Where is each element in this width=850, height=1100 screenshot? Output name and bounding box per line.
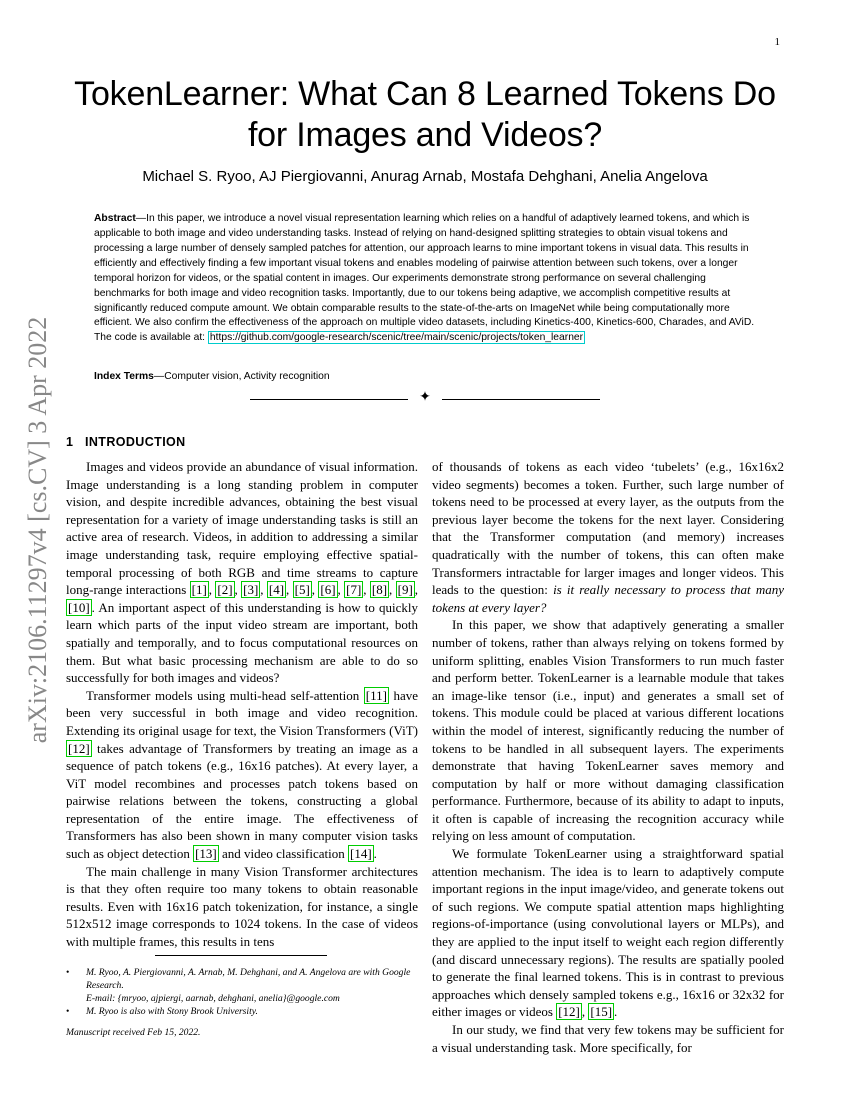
citation-link[interactable]: [2] — [217, 582, 233, 598]
footnote-email: E-mail: {mryoo, ajpiergi, aarnab, dehghani, anelia}@google.com — [86, 993, 340, 1004]
index-terms-label: Index Terms — [94, 371, 154, 382]
section-divider — [250, 389, 600, 406]
paragraph — [66, 687, 418, 863]
italic-question: is it really necessary to process that many tokens at every layer? — [432, 582, 784, 615]
index-terms — [94, 371, 758, 382]
footnote-affiliation-2: M. Ryoo is also with Stony Brook University. — [86, 1006, 258, 1017]
citation-link[interactable]: [12] — [558, 1004, 580, 1020]
title-line-2: for Images and Videos? — [247, 115, 603, 154]
text-run: takes advantage of Transformers by treating an image as a sequence of patch tokens (e.g., 16x16 patches). At every layer, a ViT model recombines and processes patch tokens based on pairwise relations between the tokens, constructing a global representation of the entire image. The effectiveness of Transformers has also been shown in many computer vision tasks such as object detection — [66, 740, 418, 862]
citation-link[interactable]: [14] — [350, 846, 372, 862]
section-number: 1 — [66, 435, 74, 449]
paragraph: In our study, we find that very few tokens may be sufficient for a visual understanding task. More specifically, for — [432, 1022, 784, 1055]
bullet-icon: • — [66, 967, 70, 978]
citation-link[interactable]: [12] — [68, 740, 90, 756]
text-run: Transformer models using multi-head self-attention — [86, 687, 364, 703]
author-list: Michael S. Ryoo, AJ Piergiovanni, Anurag Arnab, Mostafa Dehghani, Anelia Angelova — [142, 168, 708, 185]
text-run: and video classification — [218, 846, 348, 862]
citation-link[interactable]: [4] — [268, 582, 285, 598]
text-run: . — [614, 1004, 618, 1020]
section-title-rest: NTRODUCTION — [88, 435, 186, 449]
page-number: 1 — [774, 36, 780, 48]
paragraph — [432, 458, 784, 616]
abstract-body: —In this paper, we introduce a novel visual representation learning which relies on a handful of adaptively learned tokens, and which is applicable to both image and video understanding tasks. Instead of relying on hand-designed splitting strategies to obtain visual tokens and processing a large number of densely sampled patches for attention, our approach learns to mine important tokens in visual data. This results in efficiently and effectively finding a few important visual tokens and enables modeling of pairwise attention between such tokens, over a longer temporal horizon for videos, or the spatial content in images. Our experiments demonstrate strong performance on several challenging benchmarks for both image and video recognition tasks. Importantly, due to our tokens being adaptive, we accomplish competitive results at significantly reduced compute amount. We obtain comparable results to the state-of-the-arts on ImageNet while being computationally more efficient. We also confirm the effectiveness of the approach on multiple video datasets, including Kinetics-400, Kinetics-600, Charades, and AViD. — [94, 213, 755, 329]
left-column — [66, 458, 418, 951]
footnote-item — [66, 1005, 418, 1018]
citation-link[interactable]: [9] — [397, 582, 413, 598]
section-heading — [66, 435, 186, 449]
bullet-icon: • — [66, 1006, 70, 1017]
citation-link[interactable]: [5] — [294, 582, 310, 598]
code-repository-link[interactable]: https://github.com/google-research/scenic/tree/main/scenic/projects/token_learner — [209, 332, 584, 344]
footnote-affiliation: M. Ryoo, A. Piergiovanni, A. Arnab, M. Dehghani, and A. Angelova are with Google Research. — [86, 967, 411, 991]
paragraph: Images and videos provide an abundance of visual information. Image understanding is a long standing problem in computer vision, and despite incredible advances, obtaining the best visual representation for a variety of image understanding tasks is still an active area of research. Videos, in addition to addressing a similar image understanding task, require employing effective spatial-temporal processing of both RGB and time streams to capture long-range interactions [1] , [2] , [3] , [4] , [5] , [6] , [7] , [8] , [9] , [10] . An important aspect of this understanding is how to quickly learn which parts of the input video stream are important, both spatially and temporally, and to focus computational resources on them. But what basic processing mechanism are able to do so successfully for both images and videos? — [66, 459, 419, 686]
manuscript-received: Manuscript received Feb 15, 2022. — [66, 1027, 201, 1038]
paragraph — [432, 845, 784, 1021]
citation-link[interactable]: [3] — [243, 582, 259, 598]
right-column — [432, 458, 784, 1056]
citation-link[interactable]: [7] — [346, 582, 362, 598]
citation-link[interactable]: [11] — [365, 687, 387, 703]
footnotes — [66, 966, 418, 1039]
citation-link[interactable]: [6] — [320, 582, 336, 598]
abstract-label: Abstract — [94, 213, 136, 224]
text-run: have been very successful in both image and video recognition. Extending its original usage for text, the Vision Transformers (ViT) — [66, 687, 418, 738]
title-line-1: TokenLearner: What Can 8 Learned Tokens Do — [74, 75, 776, 113]
text-run: , — [581, 1004, 589, 1020]
text-run: We formulate TokenLearner using a straightforward spatial attention mechanism. The idea is to learn to adaptively compute important regions in the input image/video, and generate tokens out of such regions. We compute spatial attention maps highlighting regions-of-importance (using convolutional layers or MLPs), and they are applied to the input itself to weight each region differently (and discard unnecessary regions). The results are spatially pooled to generate the final learned tokens. This is in contrast to previous approaches which densely sampled tokens e.g., 16x16 or 32x32 for either images or videos — [432, 846, 784, 1020]
text-run: Images and videos provide an abundance of visual information. Image understanding is a long standing problem in computer vision, and despite incredible advances, obtaining the best visual representation for a variety of image understanding tasks is still an active area of research. Videos, in addition to addressing a similar image understanding task, require employing effective spatial-temporal processing of both RGB and time streams to capture long-range interactions — [66, 459, 418, 598]
citation-link[interactable]: [15] — [590, 1004, 613, 1020]
paper-title — [40, 74, 810, 156]
footnote-rule — [155, 955, 327, 956]
divider-star-icon: ✦ — [419, 389, 431, 405]
text-run: . An important aspect of this understanding is how to quickly learn which parts of the input video stream are important, both spatially and temporally, and to focus computational resources on them. But what basic processing mechanism are able to do so successfully for both images and videos? — [66, 599, 418, 686]
paragraph: In this paper, we show that adaptively generating a smaller number of tokens, rather than always relying on tokens formed by uniform splitting, enables Vision Transformers to run much faster and perform better. TokenLearner is a learnable module that takes an image-like tensor (i.e., input) and generates a small set of tokens. This module could be placed at various different locations within the model of interest, significantly reducing the number of tokens to be handled in all subsequent layers. The experiments demonstrate that having TokenLearner saves memory and computation by half or more without damaging classification performance. Furthermore, because of its ability to adapt to inputs, it often is capable of increasing the recognition accuracy while relying on less amount of computation. — [432, 617, 784, 844]
code-availability-text: The code is available at: — [94, 332, 208, 344]
divider-rule-right — [442, 399, 600, 400]
index-terms-body: —Computer vision, Activity recognition — [153, 371, 330, 382]
footnote-item — [66, 966, 418, 1005]
arxiv-identifier-stamp: arXiv:2106.11297v4 [cs.CV] 3 Apr 2022 — [23, 316, 52, 744]
citation-link[interactable]: [8] — [371, 582, 388, 598]
text-run: of thousands of tokens as each video ‘tubelets’ (e.g., 16x16x2 video segments) becomes a token. Further, such large number of tokens need to be processed at every layer, as the outputs from the previous layer become the tokens for the next layer. Considering that the Transformer computation (and memory) increases quadratically with the number of tokens, this can often make Transformers intractable for larger images and longer videos. This leads to the question: — [432, 459, 784, 598]
citation-link[interactable]: [1] — [191, 582, 207, 598]
paragraph: The main challenge in many Vision Transformer architectures is that they often require too many tokens to obtain reasonable results. Even with 16x16 patch tokenization, for instance, a single 512x512 image corresponds to 1024 tokens. In the case of videos with multiple frames, this results in tens — [66, 863, 418, 950]
citation-link[interactable]: [13] — [195, 846, 217, 862]
section-title-initial: I — [84, 435, 89, 449]
citation-link[interactable]: [10] — [68, 599, 90, 615]
text-run: . — [373, 846, 377, 862]
abstract — [94, 212, 758, 346]
